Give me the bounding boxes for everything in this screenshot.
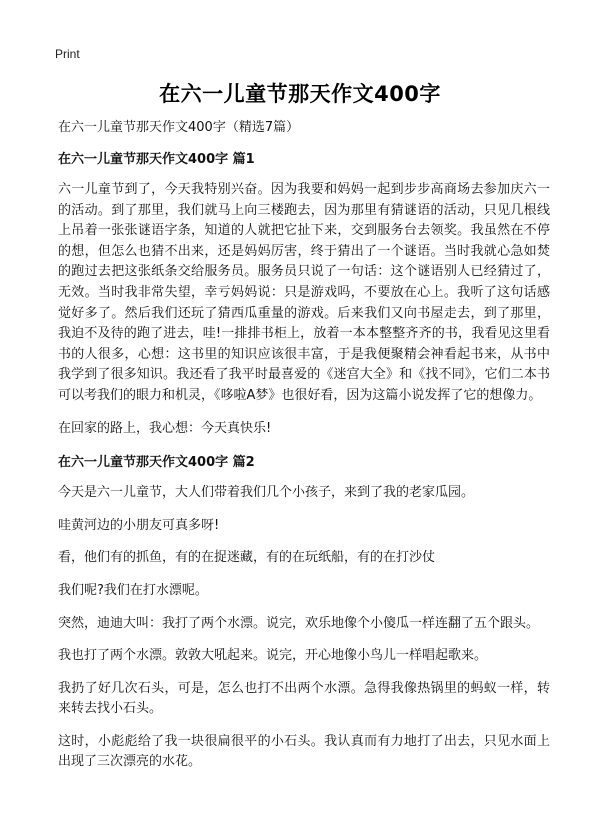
section-2-paragraph: 看，他们有的抓鱼，有的在捉迷藏，有的在玩纸船，有的在打沙仗 — [58, 550, 436, 566]
section-2-paragraph: 我也打了两个水漂。敦敦大吼起来。说完，开心地像小鸟儿一样唱起歌来。 — [58, 648, 488, 664]
section-1-paragraph: 在回家的路上，我心想：今天真快乐! — [58, 420, 272, 436]
section-2-paragraph: 这时，小彪彪给了我一块很扁很平的小石头。我认真而有力地打了出去，只见水面上出现了三次漂亮的水花。 — [58, 733, 550, 770]
section-2-paragraph: 我扔了好几次石头，可是，怎么也打不出两个水漂。急得我像热锅里的蚂蚁一样，转来转去找小石头。 — [58, 680, 550, 717]
section-1-paragraph: 六一儿童节到了，今天我特别兴奋。因为我要和妈妈一起到步步高商场去参加庆六一的活动。到了那里，我们就马上向三楼跑去，因为那里有猜谜语的活动，只见几根线上吊着一张张谜语字条，知道的人就把它扯下来，交到服务台去领奖。我虽然在不停的想，但怎么也猜不出来，还是妈妈厉害，终于猜出了一个谜语。当时我就心急如焚的跑过去把这张纸条交给服务员。服务员只说了一句话：这个谜语别人已经猜过了，无效。当时我非常失望，幸亏妈妈说：只是游戏吗，不要放在心上。我听了这句话感觉好多了。然后我们还玩了猜西瓜重量的游戏。后来我们又向书屋走去，到了那里，我迫不及待的跑了进去，哇!一排排书柜上，放着一本本整整齐齐的书，我看见这里看书的人很多，心想：这书里的知识应该很丰富，于是我便聚精会神看起书来，从书中我学到了很多知识。我还看了我平时最喜爱的《迷宫大全》和《找不同》，它们二本书可以考我们的眼力和机灵，《哆啦A梦》也很好看，因为这篇小说发挥了它的想像力。 — [58, 182, 550, 403]
print-label[interactable]: Print — [55, 47, 80, 61]
section-2-heading: 在六一儿童节那天作文400字 篇2 — [58, 455, 255, 471]
page-title: 在六一儿童节那天作文400字 — [159, 82, 441, 106]
article-body — [58, 118, 550, 785]
article-subtitle: 在六一儿童节那天作文400字（精选7篇） — [58, 120, 300, 135]
section-2-paragraph: 今天是六一儿童节，大人们带着我们几个小孩子，来到了我的老家瓜园。 — [58, 485, 475, 501]
section-2-paragraph: 突然，迪迪大叫：我打了两个水漂。说完，欢乐地像个小傻瓜一样连翻了五个跟头。 — [58, 615, 540, 631]
section-2-paragraph: 哇黄河边的小朋友可真多呀! — [58, 517, 220, 533]
section-1-heading: 在六一儿童节那天作文400字 篇1 — [58, 152, 255, 167]
section-2-paragraph: 我们呢?我们在打水漂呢。 — [58, 582, 208, 598]
